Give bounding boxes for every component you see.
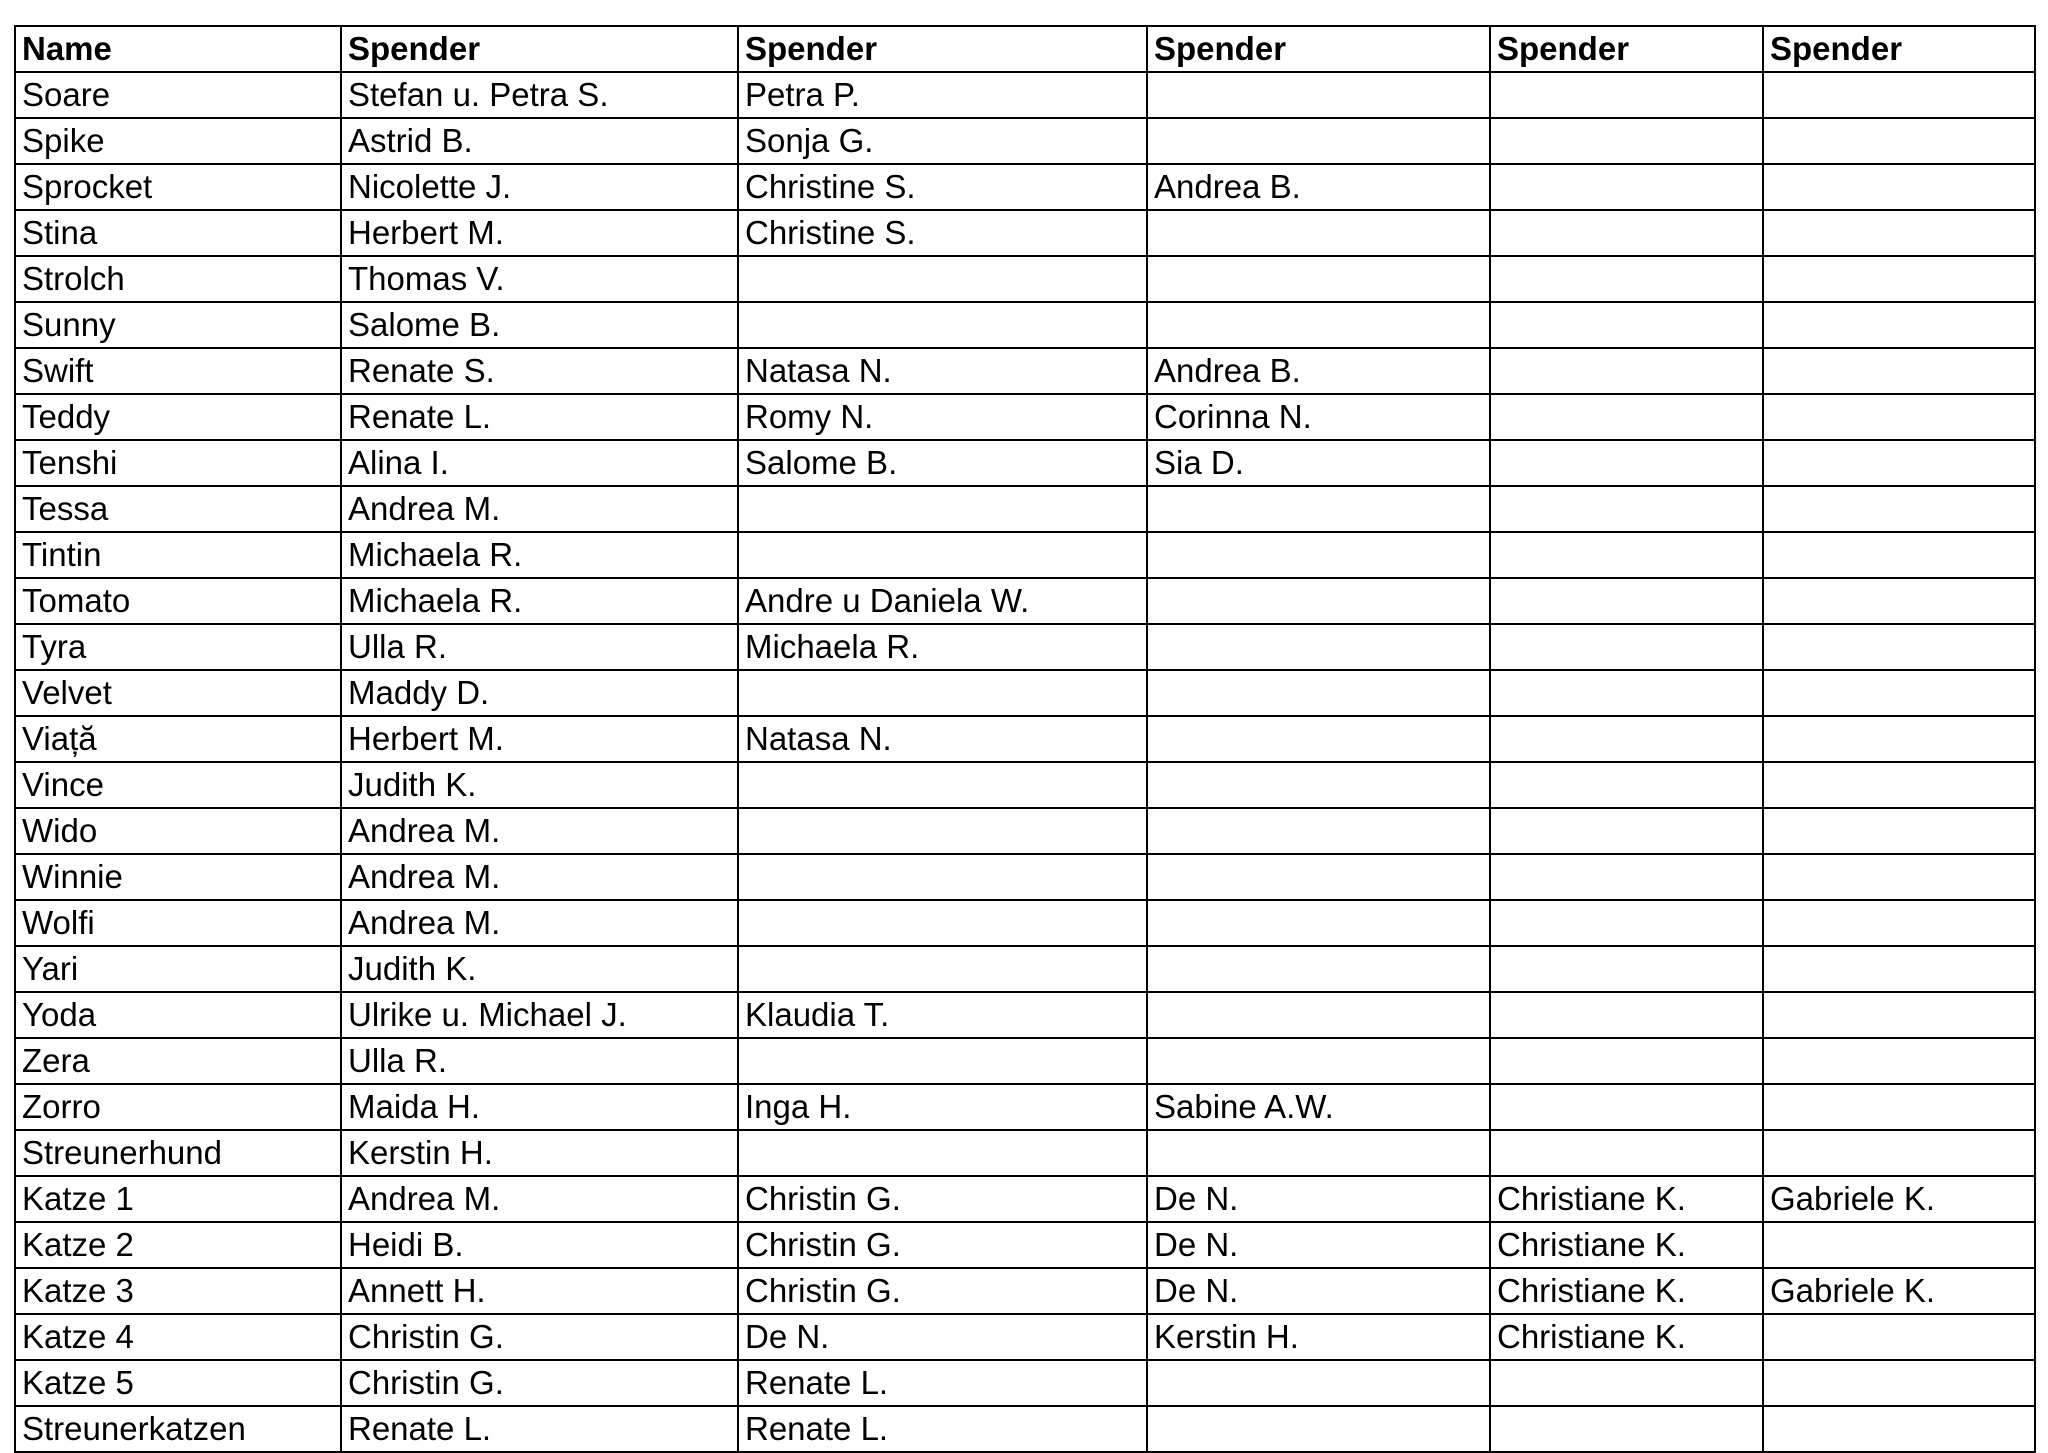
spender-1-cell: Judith K. — [341, 946, 738, 992]
spender-2-cell: Christin G. — [738, 1222, 1147, 1268]
spender-5-cell — [1763, 210, 2035, 256]
table-row — [15, 1406, 2035, 1452]
spender-3-cell — [1147, 578, 1490, 624]
spender-3-cell — [1147, 900, 1490, 946]
spender-4-cell — [1490, 210, 1763, 256]
spender-1-cell: Andrea M. — [341, 854, 738, 900]
spender-5-cell — [1763, 716, 2035, 762]
spender-5-cell — [1763, 302, 2035, 348]
spender-1-cell: Christin G. — [341, 1314, 738, 1360]
spender-4-cell — [1490, 946, 1763, 992]
spender-1-cell: Ulrike u. Michael J. — [341, 992, 738, 1038]
spender-4-cell: Christiane K. — [1490, 1268, 1763, 1314]
spender-1-cell: Annett H. — [341, 1268, 738, 1314]
header-spender-5: Spender — [1763, 26, 2035, 72]
spender-2-cell — [738, 762, 1147, 808]
spender-3-cell — [1147, 118, 1490, 164]
spender-1-cell: Herbert M. — [341, 716, 738, 762]
name-cell: Swift — [15, 348, 341, 394]
spender-4-cell — [1490, 578, 1763, 624]
spender-1-cell: Ulla R. — [341, 1038, 738, 1084]
spender-1-cell: Andrea M. — [341, 1176, 738, 1222]
spender-3-cell — [1147, 1406, 1490, 1452]
name-cell: Yari — [15, 946, 341, 992]
spender-5-cell — [1763, 992, 2035, 1038]
name-cell: Viață — [15, 716, 341, 762]
spender-5-cell — [1763, 348, 2035, 394]
table-row — [15, 808, 2035, 854]
name-cell: Tessa — [15, 486, 341, 532]
name-cell: Katze 2 — [15, 1222, 341, 1268]
table-row — [15, 946, 2035, 992]
spender-5-cell: Gabriele K. — [1763, 1268, 2035, 1314]
name-cell: Sunny — [15, 302, 341, 348]
spender-5-cell — [1763, 1130, 2035, 1176]
spender-2-cell — [738, 256, 1147, 302]
spender-1-cell: Alina I. — [341, 440, 738, 486]
spender-5-cell — [1763, 164, 2035, 210]
spender-4-cell — [1490, 348, 1763, 394]
spender-4-cell — [1490, 1084, 1763, 1130]
spender-4-cell — [1490, 1038, 1763, 1084]
spender-5-cell — [1763, 118, 2035, 164]
spender-5-cell — [1763, 900, 2035, 946]
spender-3-cell — [1147, 210, 1490, 256]
spender-1-cell: Andrea M. — [341, 808, 738, 854]
table-row — [15, 854, 2035, 900]
spender-5-cell — [1763, 946, 2035, 992]
name-cell: Streunerkatzen — [15, 1406, 341, 1452]
table-row — [15, 1222, 2035, 1268]
spender-3-cell — [1147, 992, 1490, 1038]
table-row — [15, 578, 2035, 624]
spender-1-cell: Maida H. — [341, 1084, 738, 1130]
spender-3-cell: Andrea B. — [1147, 164, 1490, 210]
spender-5-cell — [1763, 440, 2035, 486]
spender-3-cell — [1147, 1360, 1490, 1406]
spender-3-cell — [1147, 624, 1490, 670]
spender-4-cell — [1490, 670, 1763, 716]
spender-3-cell — [1147, 532, 1490, 578]
table-row — [15, 1268, 2035, 1314]
spender-3-cell — [1147, 486, 1490, 532]
spender-1-cell: Renate L. — [341, 394, 738, 440]
spender-2-cell — [738, 532, 1147, 578]
table-row — [15, 72, 2035, 118]
table-row — [15, 1360, 2035, 1406]
name-cell: Sprocket — [15, 164, 341, 210]
spender-5-cell — [1763, 532, 2035, 578]
table-row — [15, 348, 2035, 394]
spender-5-cell: Gabriele K. — [1763, 1176, 2035, 1222]
spender-4-cell — [1490, 486, 1763, 532]
spender-5-cell — [1763, 1038, 2035, 1084]
header-spender-4: Spender — [1490, 26, 1763, 72]
spender-4-cell: Christiane K. — [1490, 1314, 1763, 1360]
spender-4-cell — [1490, 1360, 1763, 1406]
spender-2-cell: Andre u Daniela W. — [738, 578, 1147, 624]
name-cell: Katze 5 — [15, 1360, 341, 1406]
name-cell: Zera — [15, 1038, 341, 1084]
spender-1-cell: Thomas V. — [341, 256, 738, 302]
spender-2-cell: Romy N. — [738, 394, 1147, 440]
spender-4-cell — [1490, 716, 1763, 762]
spender-1-cell: Herbert M. — [341, 210, 738, 256]
spender-2-cell: Sonja G. — [738, 118, 1147, 164]
name-cell: Tintin — [15, 532, 341, 578]
spender-4-cell — [1490, 532, 1763, 578]
spender-2-cell: De N. — [738, 1314, 1147, 1360]
table-row — [15, 900, 2035, 946]
spender-1-cell: Heidi B. — [341, 1222, 738, 1268]
spender-1-cell: Christin G. — [341, 1360, 738, 1406]
table-row — [15, 716, 2035, 762]
name-cell: Tomato — [15, 578, 341, 624]
name-cell: Spike — [15, 118, 341, 164]
name-cell: Velvet — [15, 670, 341, 716]
spender-5-cell — [1763, 762, 2035, 808]
spender-1-cell: Andrea M. — [341, 900, 738, 946]
spender-5-cell — [1763, 256, 2035, 302]
table-body — [15, 72, 2035, 1452]
name-cell: Yoda — [15, 992, 341, 1038]
spender-2-cell: Salome B. — [738, 440, 1147, 486]
spender-2-cell — [738, 946, 1147, 992]
spender-4-cell — [1490, 1130, 1763, 1176]
spender-1-cell: Andrea M. — [341, 486, 738, 532]
spender-1-cell: Michaela R. — [341, 578, 738, 624]
table-row — [15, 164, 2035, 210]
spender-1-cell: Renate S. — [341, 348, 738, 394]
spender-3-cell — [1147, 1130, 1490, 1176]
table-row — [15, 1038, 2035, 1084]
spender-3-cell — [1147, 716, 1490, 762]
spender-3-cell — [1147, 72, 1490, 118]
spender-4-cell — [1490, 762, 1763, 808]
spender-5-cell — [1763, 808, 2035, 854]
spender-3-cell: Kerstin H. — [1147, 1314, 1490, 1360]
spender-2-cell: Christine S. — [738, 210, 1147, 256]
spender-2-cell: Natasa N. — [738, 716, 1147, 762]
spender-3-cell: Sia D. — [1147, 440, 1490, 486]
spender-3-cell — [1147, 808, 1490, 854]
spender-1-cell: Ulla R. — [341, 624, 738, 670]
spender-2-cell: Klaudia T. — [738, 992, 1147, 1038]
spender-2-cell: Christine S. — [738, 164, 1147, 210]
spender-2-cell: Christin G. — [738, 1176, 1147, 1222]
name-cell: Streunerhund — [15, 1130, 341, 1176]
table-row — [15, 1314, 2035, 1360]
spender-2-cell — [738, 1130, 1147, 1176]
spender-2-cell — [738, 670, 1147, 716]
spender-4-cell — [1490, 992, 1763, 1038]
name-cell: Zorro — [15, 1084, 341, 1130]
spender-3-cell: De N. — [1147, 1222, 1490, 1268]
spender-2-cell — [738, 1038, 1147, 1084]
spender-2-cell: Natasa N. — [738, 348, 1147, 394]
spender-5-cell — [1763, 486, 2035, 532]
spender-4-cell — [1490, 256, 1763, 302]
table-row — [15, 1084, 2035, 1130]
spender-5-cell — [1763, 1084, 2035, 1130]
spender-2-cell: Renate L. — [738, 1360, 1147, 1406]
spender-5-cell — [1763, 394, 2035, 440]
spender-2-cell — [738, 486, 1147, 532]
table-row — [15, 670, 2035, 716]
spender-3-cell — [1147, 1038, 1490, 1084]
spender-1-cell: Astrid B. — [341, 118, 738, 164]
name-cell: Soare — [15, 72, 341, 118]
name-cell: Wolfi — [15, 900, 341, 946]
spender-4-cell — [1490, 808, 1763, 854]
table-row — [15, 532, 2035, 578]
table-row — [15, 1176, 2035, 1222]
spender-3-cell — [1147, 762, 1490, 808]
spender-2-cell: Michaela R. — [738, 624, 1147, 670]
spender-5-cell — [1763, 72, 2035, 118]
table-row — [15, 118, 2035, 164]
spender-1-cell: Renate L. — [341, 1406, 738, 1452]
spender-3-cell: De N. — [1147, 1268, 1490, 1314]
spender-2-cell — [738, 808, 1147, 854]
spender-1-cell: Stefan u. Petra S. — [341, 72, 738, 118]
spender-5-cell — [1763, 1360, 2035, 1406]
name-cell: Katze 1 — [15, 1176, 341, 1222]
table-row — [15, 440, 2035, 486]
spender-5-cell — [1763, 1314, 2035, 1360]
header-spender-2: Spender — [738, 26, 1147, 72]
spender-4-cell — [1490, 900, 1763, 946]
spender-1-cell: Judith K. — [341, 762, 738, 808]
name-cell: Tyra — [15, 624, 341, 670]
spender-3-cell — [1147, 256, 1490, 302]
spender-4-cell — [1490, 302, 1763, 348]
spender-3-cell: De N. — [1147, 1176, 1490, 1222]
spender-2-cell: Christin G. — [738, 1268, 1147, 1314]
header-name: Name — [15, 26, 341, 72]
spender-1-cell: Michaela R. — [341, 532, 738, 578]
spender-1-cell: Nicolette J. — [341, 164, 738, 210]
spender-3-cell — [1147, 946, 1490, 992]
spender-4-cell — [1490, 624, 1763, 670]
spender-2-cell: Renate L. — [738, 1406, 1147, 1452]
name-cell: Winnie — [15, 854, 341, 900]
spender-3-cell: Andrea B. — [1147, 348, 1490, 394]
spender-5-cell — [1763, 578, 2035, 624]
spender-4-cell — [1490, 118, 1763, 164]
table-row — [15, 256, 2035, 302]
spender-4-cell: Christiane K. — [1490, 1222, 1763, 1268]
spender-2-cell: Petra P. — [738, 72, 1147, 118]
spender-2-cell — [738, 302, 1147, 348]
name-cell: Vince — [15, 762, 341, 808]
spender-4-cell — [1490, 440, 1763, 486]
spender-4-cell — [1490, 1406, 1763, 1452]
spender-1-cell: Maddy D. — [341, 670, 738, 716]
table-row — [15, 992, 2035, 1038]
header-spender-3: Spender — [1147, 26, 1490, 72]
name-cell: Teddy — [15, 394, 341, 440]
header-row — [15, 26, 2035, 72]
spender-2-cell — [738, 854, 1147, 900]
spender-table — [14, 25, 2036, 1453]
name-cell: Stina — [15, 210, 341, 256]
name-cell: Wido — [15, 808, 341, 854]
name-cell: Tenshi — [15, 440, 341, 486]
spender-5-cell — [1763, 854, 2035, 900]
spender-4-cell — [1490, 394, 1763, 440]
name-cell: Katze 3 — [15, 1268, 341, 1314]
name-cell: Katze 4 — [15, 1314, 341, 1360]
header-spender-1: Spender — [341, 26, 738, 72]
spender-3-cell: Corinna N. — [1147, 394, 1490, 440]
spender-2-cell — [738, 900, 1147, 946]
spender-3-cell: Sabine A.W. — [1147, 1084, 1490, 1130]
spender-3-cell — [1147, 854, 1490, 900]
table-row — [15, 486, 2035, 532]
spender-2-cell: Inga H. — [738, 1084, 1147, 1130]
spender-5-cell — [1763, 1406, 2035, 1452]
spender-4-cell — [1490, 164, 1763, 210]
table-row — [15, 624, 2035, 670]
table-row — [15, 210, 2035, 256]
spender-3-cell — [1147, 670, 1490, 716]
spender-5-cell — [1763, 1222, 2035, 1268]
spender-4-cell — [1490, 72, 1763, 118]
name-cell: Strolch — [15, 256, 341, 302]
spender-4-cell — [1490, 854, 1763, 900]
spender-4-cell: Christiane K. — [1490, 1176, 1763, 1222]
table-row — [15, 302, 2035, 348]
table-row — [15, 762, 2035, 808]
spender-1-cell: Salome B. — [341, 302, 738, 348]
spender-5-cell — [1763, 670, 2035, 716]
spender-3-cell — [1147, 302, 1490, 348]
spender-1-cell: Kerstin H. — [341, 1130, 738, 1176]
table-row — [15, 1130, 2035, 1176]
table-row — [15, 394, 2035, 440]
spender-5-cell — [1763, 624, 2035, 670]
